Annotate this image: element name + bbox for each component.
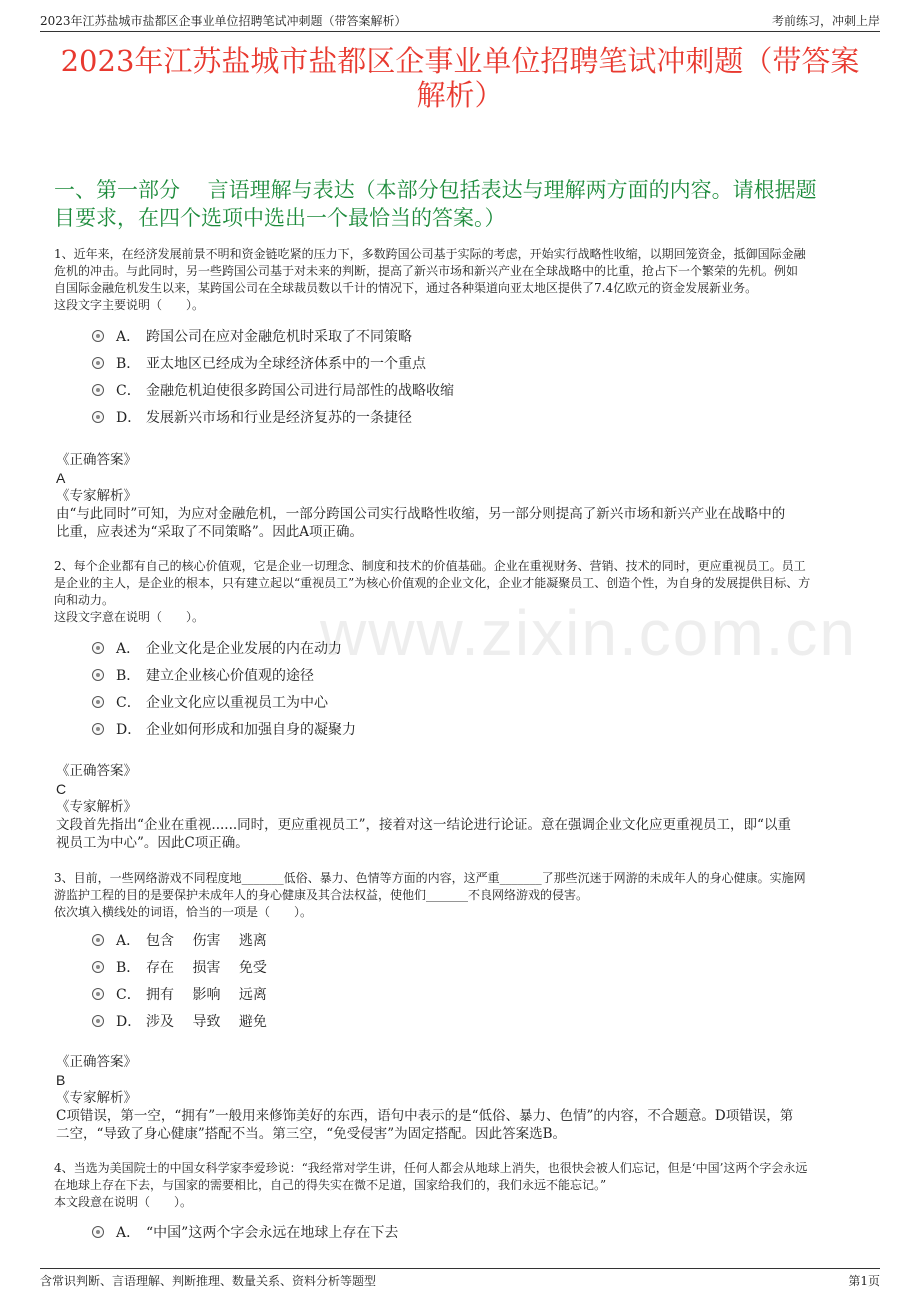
answer-label: 《正确答案》 [56, 763, 137, 779]
option-text: 存在 损害 免受 [146, 959, 267, 976]
question-2-option-a[interactable] [92, 634, 356, 661]
option-text: “中国”这两个字会永远在地球上存在下去 [146, 1224, 399, 1241]
option-letter: D． [116, 1013, 142, 1030]
question-2-line-3: 向和动力。 [54, 593, 115, 607]
option-text: 企业如何形成和加强自身的凝聚力 [146, 721, 356, 738]
radio-icon[interactable] [92, 384, 104, 396]
question-3-line-1: 3、目前，一些网络游戏不同程度地_______低俗、暴力、色情等方面的内容，这严重_______了那些沉迷于网游的未成年人的身心健康。实施网 [54, 871, 806, 885]
option-letter: A． [116, 1224, 141, 1241]
question-2-options [92, 634, 356, 742]
option-letter: B． [116, 667, 141, 684]
document-title [50, 44, 870, 112]
section-heading-line-1: 一、第一部分 言语理解与表达（本部分包括表达与理解两方面的内容。请根据题 [54, 178, 817, 202]
question-2-stem [54, 558, 870, 626]
question-2-option-d[interactable] [92, 715, 356, 742]
option-text: 金融危机迫使很多跨国公司进行局部性的战略收缩 [146, 382, 454, 399]
question-1-options [92, 322, 454, 430]
question-3-option-a[interactable] [92, 926, 267, 953]
running-footer [40, 1268, 880, 1290]
radio-icon[interactable] [92, 669, 104, 681]
option-text: 企业文化应以重视员工为中心 [146, 694, 328, 711]
section-heading-line-2: 目要求，在四个选项中选出一个最恰当的答案。） [54, 206, 506, 230]
radio-icon[interactable] [92, 330, 104, 342]
question-4-line-2: 在地球上存在下去，与国家的需要相比，自己的得失实在微不足道，国家给我们的，我们永远不能忘记。” [54, 1178, 607, 1192]
option-letter: D． [116, 721, 142, 738]
radio-icon[interactable] [92, 357, 104, 369]
document-title-line-2: 解析） [416, 78, 504, 112]
question-3-option-b[interactable] [92, 953, 267, 980]
question-1-option-a[interactable] [92, 322, 454, 349]
radio-icon[interactable] [92, 696, 104, 708]
analysis-label: 《专家解析》 [56, 1090, 137, 1106]
option-letter: C． [116, 986, 141, 1003]
answer-label: 《正确答案》 [56, 1054, 137, 1070]
option-text: 建立企业核心价值观的途径 [146, 667, 314, 684]
radio-icon[interactable] [92, 934, 104, 946]
question-2-option-b[interactable] [92, 661, 356, 688]
radio-icon[interactable] [92, 723, 104, 735]
option-text: 涉及 导致 避免 [146, 1013, 267, 1030]
analysis-line-1: 文段首先指出“企业在重视......同时，更应重视员工”，接着对这一结论进行论证。意在强调企业文化应更重视员工，即“以重 [56, 817, 791, 833]
question-1-line-3: 自国际金融危机发生以来，某跨国公司在全球裁员数以千计的情况下，通过各种渠道向亚太地区提供了7.4亿欧元的资金发展新业务。 [54, 281, 758, 295]
analysis-line-1: C项错误，第一空，“拥有”一般用来修饰美好的东西，语句中表示的是“低俗、暴力、色情”的内容，不合题意。D项错误，第 [56, 1108, 794, 1124]
question-1-answer-block [56, 451, 868, 541]
question-1-line-2: 危机的冲击。与此同时，另一些跨国公司基于对未来的判断，提高了新兴市场和新兴产业在全球战略中的比重，抢占下一个繁荣的先机。例如 [54, 264, 799, 278]
question-1-option-c[interactable] [92, 376, 454, 403]
answer-value: C [56, 781, 67, 797]
answer-label: 《正确答案》 [56, 452, 137, 468]
analysis-label: 《专家解析》 [56, 799, 137, 815]
question-4-option-a[interactable] [92, 1218, 398, 1245]
question-4-line-1: 4、当选为美国院士的中国女科学家李爱珍说：“我经常对学生讲，任何人都会从地球上消失，也很快会被人们忘记，但是‘中国’这两个字会永远 [54, 1161, 808, 1175]
option-letter: B． [116, 959, 141, 976]
question-3-option-d[interactable] [92, 1007, 267, 1034]
option-text: 拥有 影响 远离 [146, 986, 267, 1003]
option-text: 跨国公司在应对金融危机时采取了不同策略 [146, 328, 412, 345]
section-heading [54, 176, 874, 232]
question-3-prompt: 依次填入横线处的词语，恰当的一项是（ ）。 [54, 905, 313, 919]
question-2-line-1: 2、每个企业都有自己的核心价值观，它是企业一切理念、制度和技术的价值基础。企业在重视财务、营销、技术的同时，更应重视员工。员工 [54, 559, 806, 573]
header-doc-title: 2023年江苏盐城市盐都区企事业单位招聘笔试冲刺题（带答案解析） [40, 14, 407, 28]
option-text: 亚太地区已经成为全球经济体系中的一个重点 [146, 355, 426, 372]
question-2-answer-block [56, 762, 868, 852]
answer-value: A [56, 470, 66, 486]
question-1-prompt: 这段文字主要说明（ ）。 [54, 298, 205, 312]
question-1-option-d[interactable] [92, 403, 454, 430]
radio-icon[interactable] [92, 411, 104, 423]
answer-value: B [56, 1072, 66, 1088]
radio-icon[interactable] [92, 1015, 104, 1027]
question-1-stem [54, 246, 870, 314]
document-title-line-1: 2023年江苏盐城市盐都区企事业单位招聘笔试冲刺题（带答案 [60, 44, 860, 78]
header-slogan: 考前练习，冲刺上岸 [771, 14, 880, 28]
question-4-stem [54, 1160, 870, 1211]
watermark: www.zixin.com.cn [320, 597, 857, 669]
analysis-line-2: 视员工为中心”。因此C项正确。 [56, 835, 249, 851]
radio-icon[interactable] [92, 642, 104, 654]
option-letter: B． [116, 355, 141, 372]
question-3-answer-block [56, 1053, 868, 1143]
footer-description: 含常识判断、言语理解、判断推理、数量关系、资料分析等题型 [40, 1274, 377, 1288]
question-3-line-2: 游监护工程的目的是要保护未成年人的身心健康及其合法权益，使他们_______不良网络游戏的侵害。 [54, 888, 589, 902]
option-text: 企业文化是企业发展的内在动力 [146, 640, 342, 657]
question-2-option-c[interactable] [92, 688, 356, 715]
option-letter: C． [116, 694, 141, 711]
option-letter: C． [116, 382, 141, 399]
option-letter: A． [116, 932, 141, 949]
question-1-option-b[interactable] [92, 349, 454, 376]
option-text: 发展新兴市场和行业是经济复苏的一条捷径 [146, 409, 412, 426]
question-1-line-1: 1、近年来，在经济发展前景不明和资金链吃紧的压力下，多数跨国公司基于实际的考虑，开始实行战略性收缩，以期回笼资金，抵御国际金融 [54, 247, 806, 261]
option-letter: D． [116, 409, 142, 426]
analysis-label: 《专家解析》 [56, 488, 137, 504]
radio-icon[interactable] [92, 1226, 104, 1238]
radio-icon[interactable] [92, 961, 104, 973]
analysis-line-1: 由“与此同时”可知，为应对金融危机，一部分跨国公司实行战略性收缩，另一部分则提高了新兴市场和新兴产业在战略中的 [56, 506, 786, 522]
question-3-stem [54, 870, 870, 921]
question-2-prompt: 这段文字意在说明（ ）。 [54, 610, 205, 624]
question-2-line-2: 是企业的主人，是企业的根本，只有建立起以“重视员工”为核心价值观的企业文化，企业才能凝聚员工、创造个性，为自身的发展提供目标、方 [54, 576, 811, 590]
question-3-option-c[interactable] [92, 980, 267, 1007]
option-letter: A． [116, 640, 141, 657]
analysis-line-2: 二空，“导致了身心健康”搭配不当。第三空，“免受侵害”为固定搭配。因此答案选B。 [56, 1126, 567, 1142]
running-header [40, 10, 880, 32]
option-text: 包含 伤害 逃离 [146, 932, 267, 949]
question-3-options [92, 926, 267, 1034]
question-4-options [92, 1218, 398, 1245]
question-4-prompt: 本文段意在说明（ ）。 [54, 1195, 193, 1209]
analysis-line-2: 比重，应表述为“采取了不同策略”。因此A项正确。 [56, 524, 364, 540]
page-number: 第1页 [848, 1274, 880, 1288]
option-letter: A． [116, 328, 141, 345]
radio-icon[interactable] [92, 988, 104, 1000]
